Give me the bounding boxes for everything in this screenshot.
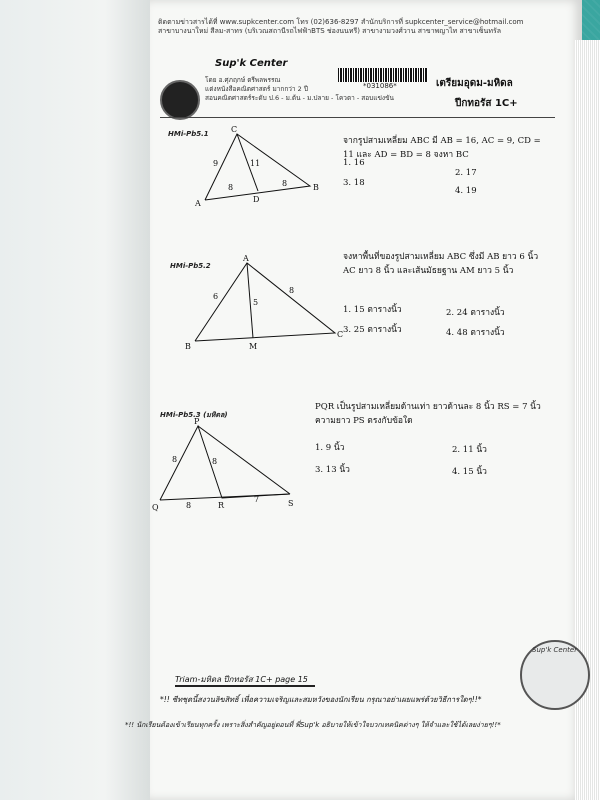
course-level: ปีกทอรัส 1C+ [455,98,518,109]
option: 3. 13 นิ้ว [315,465,350,475]
left-facing-page [0,0,150,800]
vertex-c: C [337,330,344,339]
triangle-figure-2 [185,255,345,355]
side-label: 7 [254,495,260,504]
problem-text: PQR เป็นรูปสามเหลี่ยมด้านเท่า ยาวด้านละ 8 นิ้ว RS = 7 นิ้ว ความยาว PS ตรงกับข้อใด [315,402,541,426]
option: 3. 18 [343,178,365,188]
barcode-number: *031086* [363,82,397,90]
barcode [338,68,428,82]
problem-text: จงหาพื้นที่ของรูปสามเหลี่ยม ABC ซึ่งมี AB ยาว 6 นิ้ว AC ยาว 8 นิ้ว และเส้นมัธยฐาน AM ยาว 5 นิ้ว [343,252,539,276]
vertex-q: Q [152,503,159,512]
side-label: 8 [228,183,234,192]
logo-icon [160,80,200,120]
problem-label: HMi-Pb5.3 (มหิดล) [160,411,228,419]
vertex-m: M [249,342,258,351]
side-label: 11 [250,159,261,168]
option: 4. 15 นิ้ว [452,467,487,477]
contact-info: ติดตามข่าวสารได้ที่ www.supkcenter.com โทร (02)636-8297 สำนักบริการที่ supkcenter_service@hotmail.com สาขาบางนาใหม่ สีลม-สาทร (บริเวณสถานีรถไฟฟ้าBTS ช่องนนทรี) สาขางามวงศ์วาน สาขาพญาไท สาขาเซ็นทรัล [158,18,524,35]
option: 4. 19 [455,186,477,196]
vertex-c: C [231,125,238,134]
vertex-p: P [194,417,200,426]
page-footer-title: Triam-มหิดล ปีกทอรัส 1C+ page 15 [175,675,308,684]
option: 2. 17 [455,168,477,178]
tutor-line-3: สอนคณิตศาสตร์ระดับ ป.6 - ม.ต้น - ม.ปลาย - โควตา - สอบแข่งขัน [205,94,394,102]
vertex-r: R [218,501,225,510]
option: 2. 11 นิ้ว [452,445,487,455]
footer-underline [175,685,315,687]
side-label: 8 [212,457,218,466]
problem-label: HMi-Pb5.1 [168,130,209,138]
side-label: 5 [253,298,259,307]
vertex-a: A [195,199,201,208]
side-label: 8 [289,286,295,295]
side-label: 8 [186,501,192,510]
header-divider [160,117,555,118]
side-label: 8 [282,179,288,188]
option: 3. 25 ตารางนิ้ว [343,325,402,335]
side-label: 9 [213,159,219,168]
side-label: 6 [213,292,219,301]
triangle-figure-1 [195,125,325,208]
side-label: 8 [172,455,178,464]
vertex-a: A [243,254,249,263]
attendance-note: *!! นักเรียนต้องเข้าเรียนทุกครั้ง เพราะสิ่งสำคัญอยู่ตอนที่ พี่Sup'k อธิบายให้เข้าใจบวกเทคนิคต่างๆ ให้จำและใช้ได้เลยง่ายๆ!!* [125,721,501,729]
vertex-s: S [288,499,294,508]
problem-text: จากรูปสามเหลี่ยม ABC มี AB = 16, AC = 9, CD = 11 และ AD = BD = 8 จงหา BC [343,136,541,160]
option: 1. 9 นิ้ว [315,443,345,453]
vertex-d: D [253,195,260,204]
seal-text: Sup'k Center [532,646,578,654]
tutor-line-2: แต่งหนังสือคณิตศาสตร์ มากกว่า 2 ปี [205,85,308,93]
brand-name: Sup'k Center [215,58,288,69]
course-name: เตรียมอุดม-มหิดล [436,78,513,89]
triangle-figure-3 [150,418,300,513]
copyright-note: *!! ซีทชุดนี้สงวนลิขสิทธิ์ เพื่อความเจริญและสมหวังของนักเรียน กรุณาอย่าเผยแพร่ด้วยวิธีการใดๆ!!* [160,695,482,704]
problem-label: HMi-Pb5.2 [170,262,211,270]
tutor-name: โดย อ.ศุภฤกษ์ ตรีพลพรรณ [205,76,281,84]
option: 4. 48 ตารางนิ้ว [446,328,505,338]
option: 1. 15 ตารางนิ้ว [343,305,402,315]
vertex-b: B [185,342,191,351]
option: 1. 16 [343,158,365,168]
vertex-b: B [313,183,319,192]
option: 2. 24 ตารางนิ้ว [446,308,505,318]
